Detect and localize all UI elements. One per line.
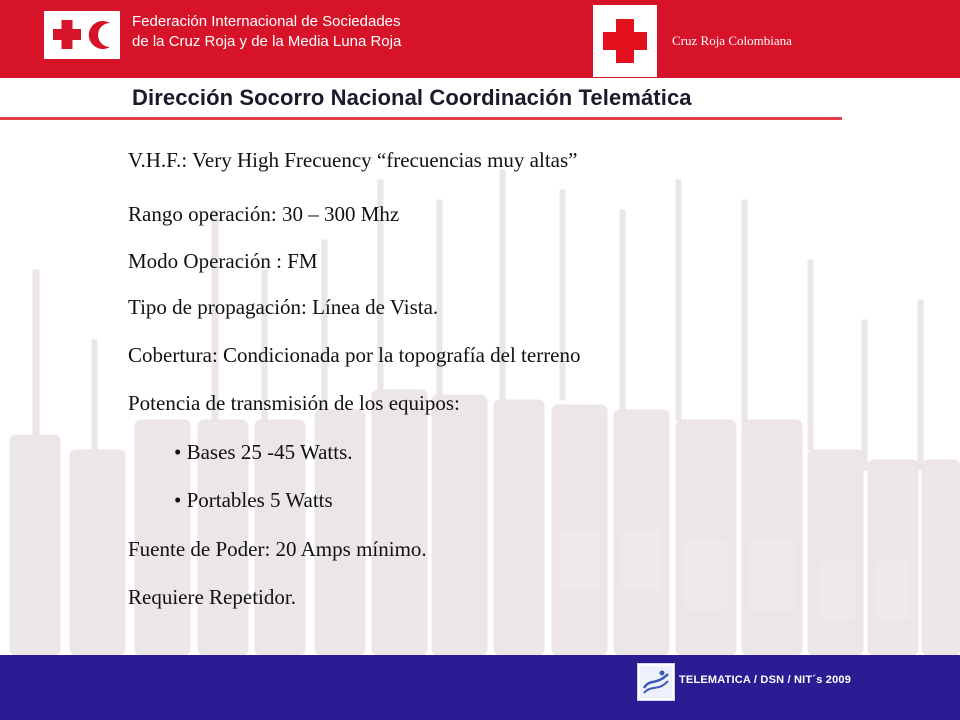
footer-text: TELEMATICA / DSN / NIT´s 2009 (679, 674, 852, 686)
ifrc-name-line2: de la Cruz Roja y de la Media Luna Roja (132, 33, 402, 50)
bullet-item: • Bases 25 -45 Watts. (174, 440, 353, 464)
content-line: Tipo de propagación: Línea de Vista. (128, 295, 439, 319)
cross-crescent-icon (47, 15, 117, 55)
ifrc-name-line1: Federación Internacional de Sociedades (132, 13, 401, 30)
cruz-roja-colombiana-logo (593, 5, 657, 77)
content-line: Rango operación: 30 – 300 Mhz (128, 202, 400, 226)
content-line: Requiere Repetidor. (128, 585, 296, 609)
radios-background-image (0, 120, 960, 655)
crc-name: Cruz Roja Colombiana (672, 33, 792, 48)
content-line: Fuente de Poder: 20 Amps mínimo. (128, 537, 427, 561)
ifrc-name (132, 12, 401, 52)
content-line: Potencia de transmisión de los equipos: (128, 391, 460, 415)
ifrc-cross-crescent-logo (44, 11, 120, 59)
content-line: Cobertura: Condicionada por la topografía del terreno (128, 343, 581, 367)
content-line: V.H.F.: Very High Frecuency “frecuencias muy altas” (128, 148, 578, 172)
telematica-logo-icon (638, 664, 674, 700)
slide-title: Dirección Socorro Nacional Coordinación Telemática (132, 85, 692, 110)
footer-logo (637, 663, 675, 701)
footer-band (0, 655, 960, 720)
red-cross-icon (599, 15, 651, 67)
content-line: Modo Operación : FM (128, 249, 318, 273)
bullet-item: • Portables 5 Watts (174, 488, 333, 512)
